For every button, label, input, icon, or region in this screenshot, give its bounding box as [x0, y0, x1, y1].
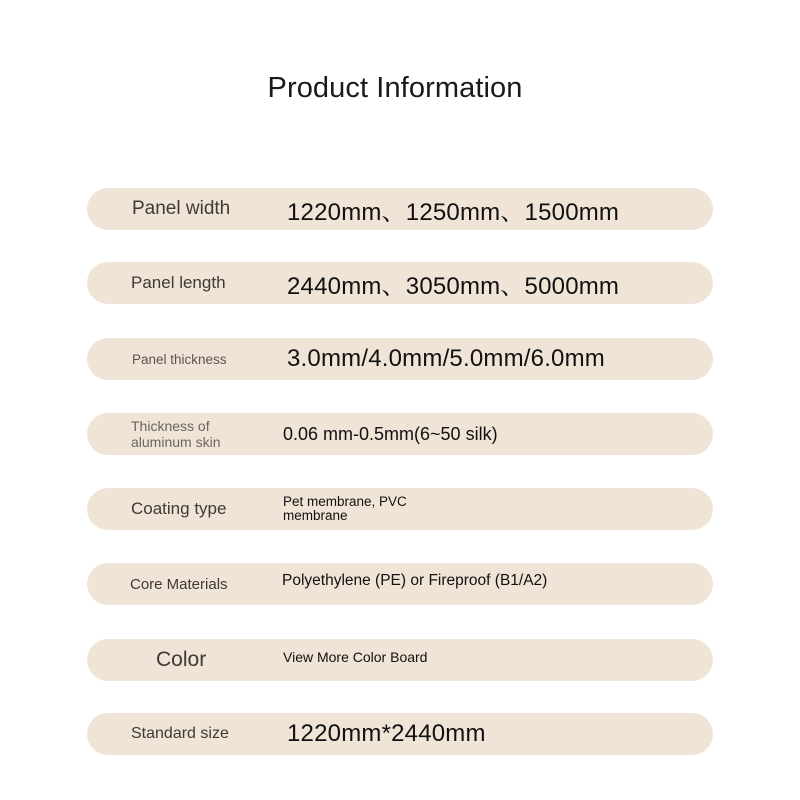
spec-label: Core Materials [130, 575, 228, 593]
spec-label: Coating type [131, 499, 227, 518]
spec-label: Color [156, 648, 207, 671]
spec-value: 3.0mm/4.0mm/5.0mm/6.0mm [287, 345, 605, 372]
spec-label: Thickness of aluminum skin [131, 418, 221, 450]
spec-row-core-materials [87, 563, 713, 605]
spec-value: Pet membrane, PVC membrane [283, 494, 407, 523]
spec-row-standard-size [87, 713, 713, 755]
spec-row-aluminum-skin-thickness [87, 413, 713, 455]
spec-row-panel-width [87, 188, 713, 230]
page-title: Product Information [267, 72, 523, 104]
spec-label: Panel width [132, 198, 231, 219]
spec-row-color [87, 639, 713, 681]
spec-row-panel-thickness [87, 338, 713, 380]
spec-value: 1220mm*2440mm [287, 720, 486, 747]
spec-value: Polyethylene (PE) or Fireproof (B1/A2) [282, 572, 548, 589]
spec-value: 1220mm、1250mm、1500mm [287, 198, 620, 226]
spec-label: Standard size [131, 725, 229, 742]
spec-row-panel-length [87, 262, 713, 304]
spec-value: 2440mm、3050mm、5000mm [287, 272, 620, 300]
spec-label: Panel length [131, 273, 226, 292]
spec-label: Panel thickness [132, 351, 227, 367]
spec-row-coating-type [87, 488, 713, 530]
spec-value: 0.06 mm-0.5mm(6~50 silk) [283, 423, 498, 444]
spec-value: View More Color Board [283, 649, 428, 665]
